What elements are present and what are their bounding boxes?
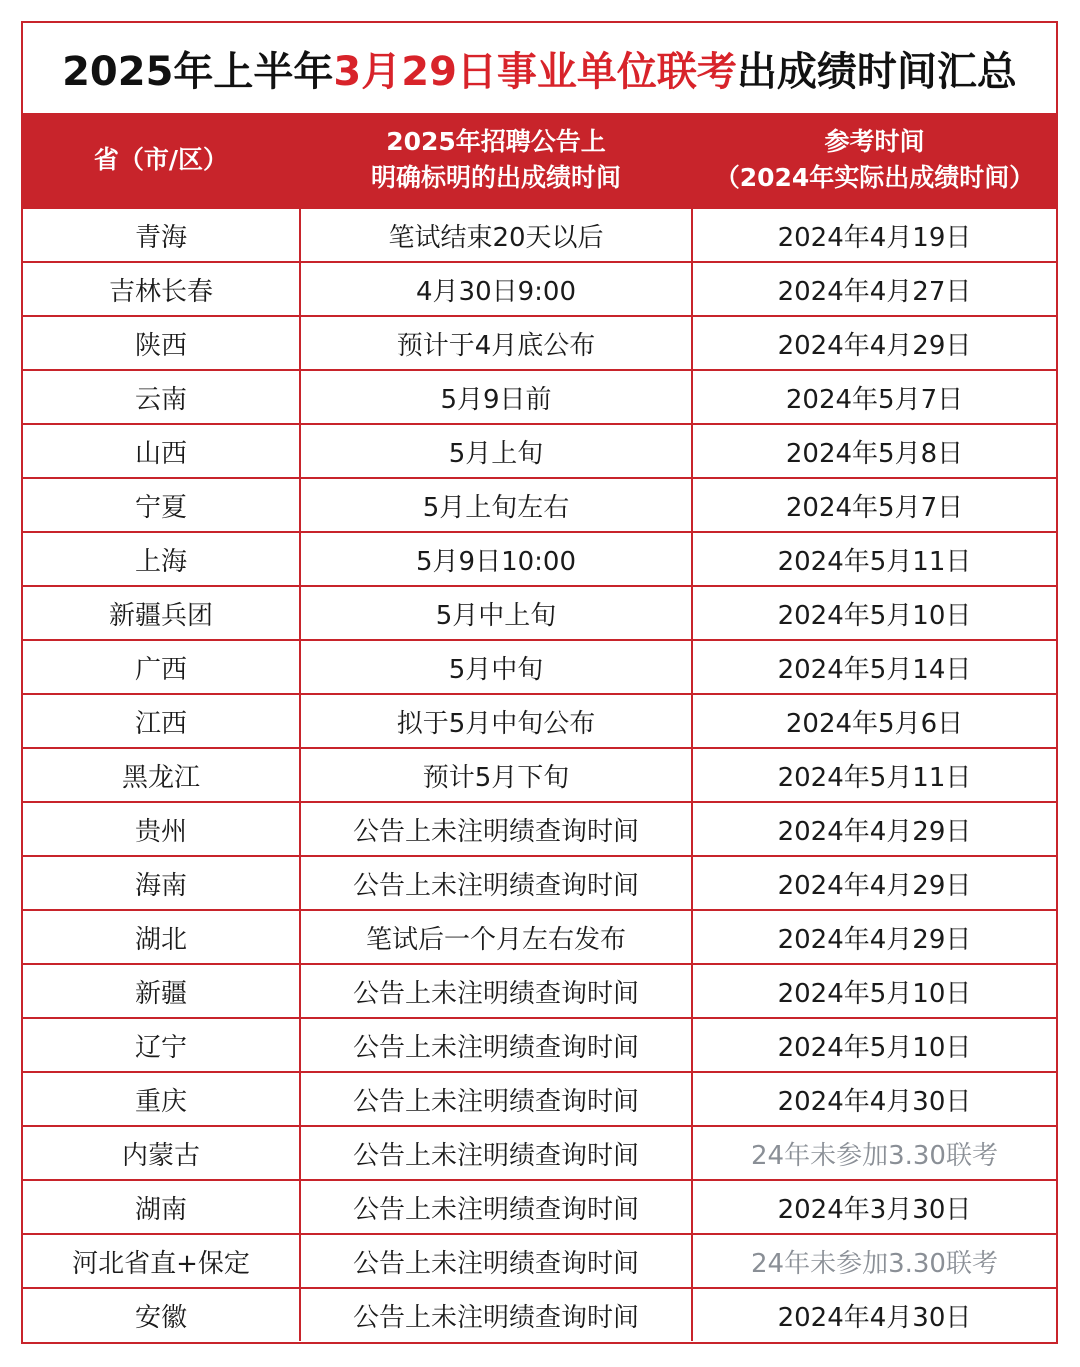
header-announced-line2: 明确标明的出成绩时间 xyxy=(370,163,621,192)
table-row xyxy=(23,262,1056,316)
cell-announced-time: 5月上旬 xyxy=(300,424,692,478)
table-row xyxy=(23,478,1056,532)
cell-reference-time: 2024年5月11日 xyxy=(692,532,1056,586)
table-row xyxy=(23,1234,1056,1288)
cell-reference-time: 2024年4月29日 xyxy=(692,316,1056,370)
header-reference-line1: 参考时间 xyxy=(824,127,925,156)
page-title xyxy=(23,23,1056,113)
cell-reference-time: 2024年5月10日 xyxy=(692,1018,1056,1072)
cell-region: 内蒙古 xyxy=(23,1126,300,1180)
cell-region: 黑龙江 xyxy=(23,748,300,802)
cell-announced-time: 5月9日前 xyxy=(300,370,692,424)
header-region xyxy=(23,113,300,208)
cell-region: 河北省直+保定 xyxy=(23,1234,300,1288)
header-reference-time xyxy=(692,113,1056,208)
cell-region: 新疆 xyxy=(23,964,300,1018)
table-row xyxy=(23,1018,1056,1072)
cell-region: 山西 xyxy=(23,424,300,478)
summary-table-frame xyxy=(21,21,1058,1344)
cell-announced-time: 公告上未注明绩查询时间 xyxy=(300,1018,692,1072)
cell-reference-time: 2024年5月11日 xyxy=(692,748,1056,802)
table-row xyxy=(23,1126,1056,1180)
cell-reference-time: 2024年5月10日 xyxy=(692,586,1056,640)
cell-announced-time: 公告上未注明绩查询时间 xyxy=(300,1126,692,1180)
title-exam-highlight: 3月29日事业单位联考 xyxy=(333,48,737,95)
cell-reference-time: 2024年5月7日 xyxy=(692,370,1056,424)
table-row xyxy=(23,208,1056,262)
cell-region: 云南 xyxy=(23,370,300,424)
cell-announced-time: 5月上旬左右 xyxy=(300,478,692,532)
table-row xyxy=(23,748,1056,802)
cell-announced-time: 笔试结束20天以后 xyxy=(300,208,692,262)
table-row xyxy=(23,424,1056,478)
title-year-text: 2025年上半年 xyxy=(62,48,334,95)
table-row xyxy=(23,964,1056,1018)
cell-reference-time: 2024年4月19日 xyxy=(692,208,1056,262)
cell-region: 辽宁 xyxy=(23,1018,300,1072)
cell-region: 海南 xyxy=(23,856,300,910)
table-row xyxy=(23,856,1056,910)
results-time-table xyxy=(23,113,1056,1341)
cell-region: 重庆 xyxy=(23,1072,300,1126)
cell-region: 广西 xyxy=(23,640,300,694)
header-region-label: 省（市/区） xyxy=(93,145,229,174)
cell-announced-time: 预计5月下旬 xyxy=(300,748,692,802)
cell-region: 新疆兵团 xyxy=(23,586,300,640)
cell-region: 湖北 xyxy=(23,910,300,964)
table-row xyxy=(23,802,1056,856)
table-row xyxy=(23,586,1056,640)
cell-region: 安徽 xyxy=(23,1288,300,1341)
cell-region: 青海 xyxy=(23,208,300,262)
cell-reference-time: 24年未参加3.30联考 xyxy=(692,1234,1056,1288)
header-reference-line2: （2024年实际出成绩时间） xyxy=(714,163,1035,192)
table-body xyxy=(23,208,1056,1341)
cell-region: 江西 xyxy=(23,694,300,748)
cell-announced-time: 公告上未注明绩查询时间 xyxy=(300,1234,692,1288)
cell-reference-time: 2024年4月30日 xyxy=(692,1072,1056,1126)
cell-announced-time: 5月中旬 xyxy=(300,640,692,694)
table-row xyxy=(23,1288,1056,1341)
cell-announced-time: 公告上未注明绩查询时间 xyxy=(300,1072,692,1126)
cell-reference-time: 2024年4月29日 xyxy=(692,910,1056,964)
cell-announced-time: 4月30日9:00 xyxy=(300,262,692,316)
table-row xyxy=(23,1180,1056,1234)
cell-announced-time: 公告上未注明绩查询时间 xyxy=(300,1288,692,1341)
cell-reference-time: 2024年5月7日 xyxy=(692,478,1056,532)
cell-region: 湖南 xyxy=(23,1180,300,1234)
table-row xyxy=(23,694,1056,748)
cell-announced-time: 笔试后一个月左右发布 xyxy=(300,910,692,964)
table-row xyxy=(23,316,1056,370)
table-row xyxy=(23,532,1056,586)
cell-reference-time: 2024年5月6日 xyxy=(692,694,1056,748)
cell-announced-time: 5月9日10:00 xyxy=(300,532,692,586)
cell-reference-time: 2024年5月14日 xyxy=(692,640,1056,694)
table-row xyxy=(23,370,1056,424)
table-row xyxy=(23,910,1056,964)
cell-reference-time: 24年未参加3.30联考 xyxy=(692,1126,1056,1180)
cell-announced-time: 公告上未注明绩查询时间 xyxy=(300,856,692,910)
cell-reference-time: 2024年3月30日 xyxy=(692,1180,1056,1234)
cell-reference-time: 2024年4月30日 xyxy=(692,1288,1056,1341)
cell-region: 陕西 xyxy=(23,316,300,370)
cell-region: 吉林长春 xyxy=(23,262,300,316)
cell-reference-time: 2024年4月27日 xyxy=(692,262,1056,316)
cell-announced-time: 预计于4月底公布 xyxy=(300,316,692,370)
cell-announced-time: 公告上未注明绩查询时间 xyxy=(300,802,692,856)
cell-announced-time: 5月中上旬 xyxy=(300,586,692,640)
cell-region: 宁夏 xyxy=(23,478,300,532)
cell-announced-time: 拟于5月中旬公布 xyxy=(300,694,692,748)
cell-announced-time: 公告上未注明绩查询时间 xyxy=(300,964,692,1018)
cell-region: 上海 xyxy=(23,532,300,586)
title-suffix-text: 出成绩时间汇总 xyxy=(736,48,1017,95)
cell-reference-time: 2024年5月10日 xyxy=(692,964,1056,1018)
cell-reference-time: 2024年4月29日 xyxy=(692,802,1056,856)
cell-reference-time: 2024年4月29日 xyxy=(692,856,1056,910)
cell-region: 贵州 xyxy=(23,802,300,856)
header-announced-line1: 2025年招聘公告上 xyxy=(386,127,606,156)
cell-reference-time: 2024年5月8日 xyxy=(692,424,1056,478)
table-row xyxy=(23,640,1056,694)
header-announced-time xyxy=(300,113,692,208)
table-header-row xyxy=(23,113,1056,208)
cell-announced-time: 公告上未注明绩查询时间 xyxy=(300,1180,692,1234)
table-row xyxy=(23,1072,1056,1126)
